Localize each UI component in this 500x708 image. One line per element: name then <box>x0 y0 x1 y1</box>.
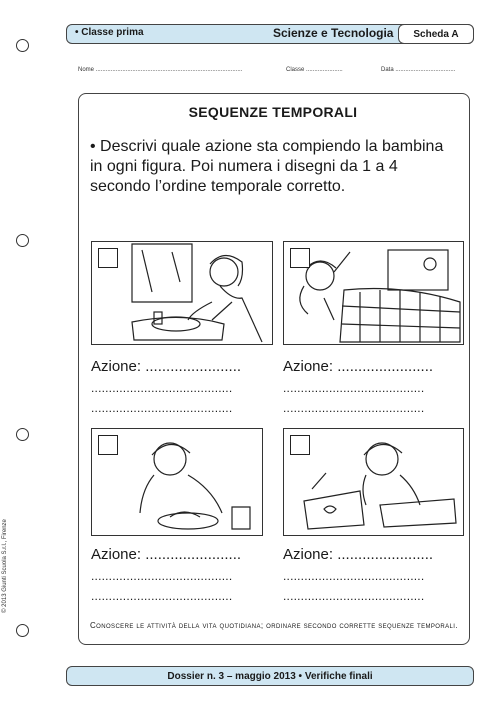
answer-line-1a[interactable]: ........................................ <box>91 381 233 395</box>
waking-up-illustration <box>284 242 463 344</box>
learning-objective-note: Conoscere le attività della vita quotidiana; ordinare secondo corrette sequenze temporali. <box>90 621 458 630</box>
answer-line-4a[interactable]: ........................................ <box>283 569 425 583</box>
order-checkbox-3[interactable] <box>98 435 118 455</box>
instruction-text: • Descrivi quale azione sta compiendo la bambina in ogni figura. Poi numera i disegni da 1 a 4 secondo l’ordine temporale corretto. <box>90 138 444 195</box>
answer-line-3b[interactable]: ........................................ <box>91 589 233 603</box>
class-field[interactable]: Classe ...................... <box>286 67 343 73</box>
footer-band: Dossier n. 3 – maggio 2013 • Verifiche finali <box>66 666 474 686</box>
action-label-2[interactable]: Azione: ....................... <box>283 358 434 375</box>
answer-line-2a[interactable]: ........................................ <box>283 381 425 395</box>
copyright-text: © 2013 Giunti Scuola S.r.l., Firenze <box>1 519 8 613</box>
date-field[interactable]: Data .................................... <box>381 67 456 73</box>
binder-hole-2 <box>16 234 29 247</box>
answer-line-1b[interactable]: ........................................ <box>91 401 233 415</box>
picture-washing-hands <box>91 241 273 345</box>
binder-hole-3 <box>16 428 29 441</box>
page-title: SEQUENZE TEMPORALI <box>188 104 358 120</box>
copyright-credit <box>1 488 34 648</box>
picture-homework <box>283 428 464 536</box>
picture-waking-up <box>283 241 464 345</box>
action-label-4[interactable]: Azione: ....................... <box>283 546 434 563</box>
homework-illustration <box>284 429 463 535</box>
sheet-label: Scheda A <box>398 24 474 44</box>
answer-line-3a[interactable]: ........................................ <box>91 569 233 583</box>
answer-line-4b[interactable]: ........................................ <box>283 589 425 603</box>
binder-hole-1 <box>16 39 29 52</box>
class-label: • Classe prima <box>75 27 144 38</box>
action-label-3[interactable]: Azione: ....................... <box>91 546 242 563</box>
order-checkbox-1[interactable] <box>98 248 118 268</box>
order-checkbox-4[interactable] <box>290 435 310 455</box>
answer-line-2b[interactable]: ........................................ <box>283 401 425 415</box>
order-checkbox-2[interactable] <box>290 248 310 268</box>
action-label-1[interactable]: Azione: ....................... <box>91 358 242 375</box>
picture-eating <box>91 428 263 536</box>
name-field[interactable]: Nome ........................................................................................ <box>78 67 243 73</box>
washing-hands-illustration <box>92 242 272 344</box>
subject-title: Scienze e Tecnologia <box>273 26 394 40</box>
